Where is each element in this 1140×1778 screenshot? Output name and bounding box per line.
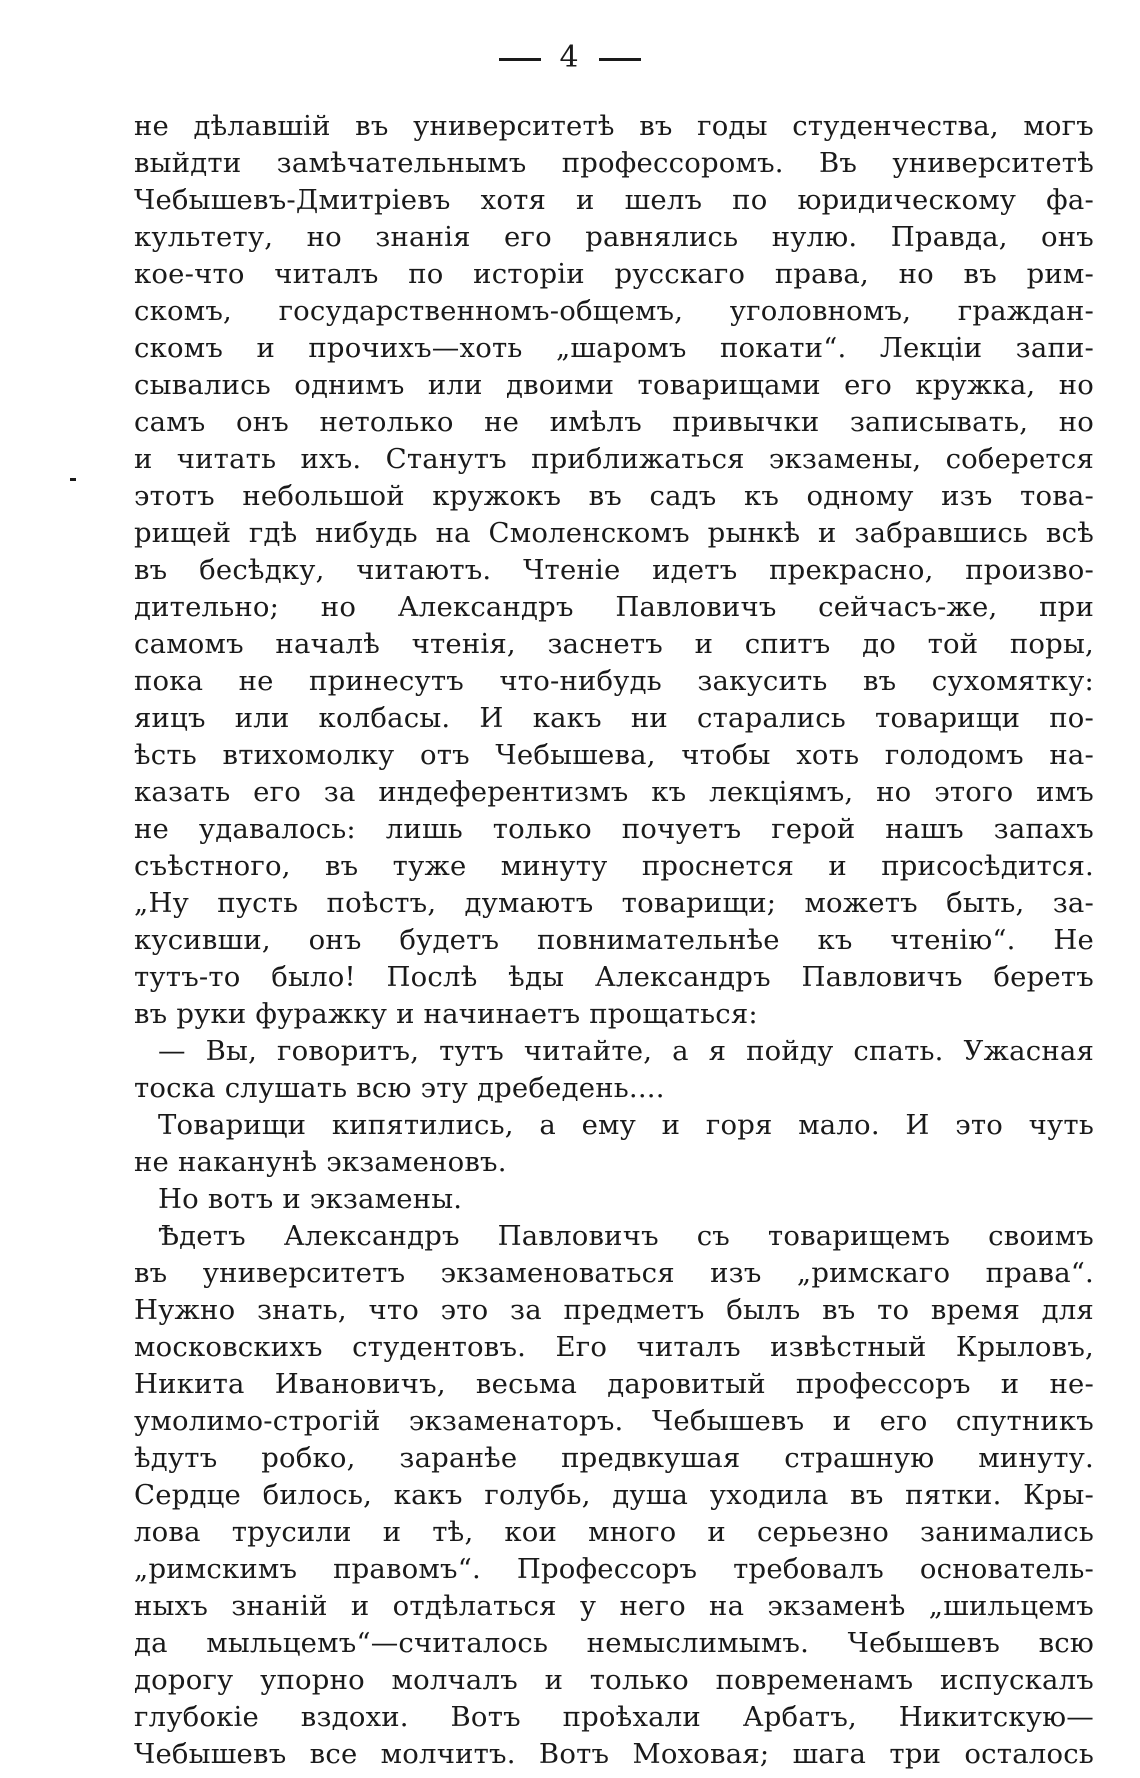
text-line: Чебышевъ-Дмитріевъ хотя и шелъ по юридическому фа- bbox=[134, 184, 1094, 216]
text-line: „Ну пусть поѣстъ, думаютъ товарищи; можетъ быть, за- bbox=[134, 887, 1094, 919]
text-line: Никита Ивановичъ, весьма даровитый профессоръ и не- bbox=[134, 1368, 1094, 1400]
text-line: выйдти замѣчательнымъ профессоромъ. Въ университетѣ bbox=[134, 147, 1094, 179]
text-line: Товарищи кипятились, а ему и горя мало. И это чуть bbox=[158, 1109, 1094, 1141]
text-line: не удавалось: лишь только почуетъ герой нашъ запахъ bbox=[134, 813, 1094, 845]
text-line: лова трусили и тѣ, кои много и серьезно занимались bbox=[134, 1516, 1094, 1548]
text-line: пока не принесутъ что-нибудь закусить въ сухомятку: bbox=[134, 665, 1094, 697]
text-line: Сердце билось, какъ голубь, душа уходила въ пятки. Кры- bbox=[134, 1479, 1094, 1511]
text-line: умолимо-строгій экзаменаторъ. Чебышевъ и его спутникъ bbox=[134, 1405, 1094, 1437]
page-header bbox=[0, 40, 1140, 75]
text-line: въ университетъ экзаменоваться изъ „римскаго права“. bbox=[134, 1257, 1094, 1289]
header-dash-left bbox=[499, 58, 541, 61]
text-line: этотъ небольшой кружокъ въ садъ къ одному изъ това- bbox=[134, 480, 1094, 512]
text-line: ѣсть втихомолку отъ Чебышева, чтобы хоть голодомъ на- bbox=[134, 739, 1094, 771]
page-number: 4 bbox=[559, 40, 581, 75]
text-line: сывались однимъ или двоими товарищами его кружка, но bbox=[134, 369, 1094, 401]
text-line: не дѣлавшій въ университетѣ въ годы студенчества, могъ bbox=[134, 110, 1094, 142]
text-line: культету, но знанія его равнялись нулю. Правда, онъ bbox=[134, 221, 1094, 253]
text-line: скомъ и прочихъ—хоть „шаромъ покати“. Лекціи запи- bbox=[134, 332, 1094, 364]
text-line: тоска слушать всю эту дребедень.... bbox=[134, 1072, 665, 1104]
text-line: рищей гдѣ нибудь на Смоленскомъ рынкѣ и забравшись всѣ bbox=[134, 517, 1094, 549]
margin-mark bbox=[70, 478, 76, 481]
text-line: самомъ началѣ чтенія, заснетъ и спитъ до той поры, bbox=[134, 628, 1094, 660]
text-line: и читать ихъ. Станутъ приближаться экзамены, соберется bbox=[134, 443, 1094, 475]
text-line: дительно; но Александръ Павловичъ сейчасъ-же, при bbox=[134, 591, 1094, 623]
text-line: кусивши, онъ будетъ повнимательнѣе къ чтенію“. Не bbox=[134, 924, 1094, 956]
text-line: ныхъ знаній и отдѣлаться у него на экзаменѣ „шильцемъ bbox=[134, 1590, 1094, 1622]
text-line: московскихъ студентовъ. Его читалъ извѣстный Крыловъ, bbox=[134, 1331, 1094, 1363]
text-line: глубокіе вздохи. Вотъ проѣхали Арбатъ, Никитскую— bbox=[134, 1701, 1094, 1733]
text-line: да мыльцемъ“—считалось немыслимымъ. Чебышевъ всю bbox=[134, 1627, 1094, 1659]
text-line: тутъ-то было! Послѣ ѣды Александръ Павловичъ беретъ bbox=[134, 961, 1094, 993]
text-line: яицъ или колбасы. И какъ ни старались товарищи по- bbox=[134, 702, 1094, 734]
text-line: кое-что читалъ по исторіи русскаго права, но въ рим- bbox=[134, 258, 1094, 290]
text-line: скомъ, государственномъ-общемъ, уголовномъ, граждан- bbox=[134, 295, 1094, 327]
text-line: „римскимъ правомъ“. Профессоръ требовалъ основатель- bbox=[134, 1553, 1094, 1585]
header-dash-right bbox=[599, 58, 641, 61]
text-line: Чебышевъ все молчитъ. Вотъ Моховая; шага три осталось bbox=[134, 1738, 1094, 1770]
text-line: казать его за индеферентизмъ къ лекціямъ, но этого имъ bbox=[134, 776, 1094, 808]
text-line: Но вотъ и экзамены. bbox=[158, 1183, 463, 1215]
body-text bbox=[134, 108, 1094, 1773]
text-line: дорогу упорно молчалъ и только повременамъ испускалъ bbox=[134, 1664, 1094, 1696]
text-line: самъ онъ нетолько не имѣлъ привычки записывать, но bbox=[134, 406, 1094, 438]
text-line: — Вы, говоритъ, тутъ читайте, а я пойду спать. Ужасная bbox=[158, 1035, 1094, 1067]
text-line: Нужно знать, что это за предметъ былъ въ то время для bbox=[134, 1294, 1094, 1326]
text-line: Ѣдетъ Александръ Павловичъ съ товарищемъ своимъ bbox=[158, 1220, 1094, 1252]
text-line: ѣдутъ робко, заранѣе предвкушая страшную минуту. bbox=[134, 1442, 1094, 1474]
text-line: не наканунѣ экзаменовъ. bbox=[134, 1146, 507, 1178]
text-line: съѣстного, въ туже минуту проснется и присосѣдится. bbox=[134, 850, 1094, 882]
text-line: въ руки фуражку и начинаетъ прощаться: bbox=[134, 998, 758, 1030]
text-line: въ бесѣдку, читаютъ. Чтеніе идетъ прекрасно, произво- bbox=[134, 554, 1094, 586]
